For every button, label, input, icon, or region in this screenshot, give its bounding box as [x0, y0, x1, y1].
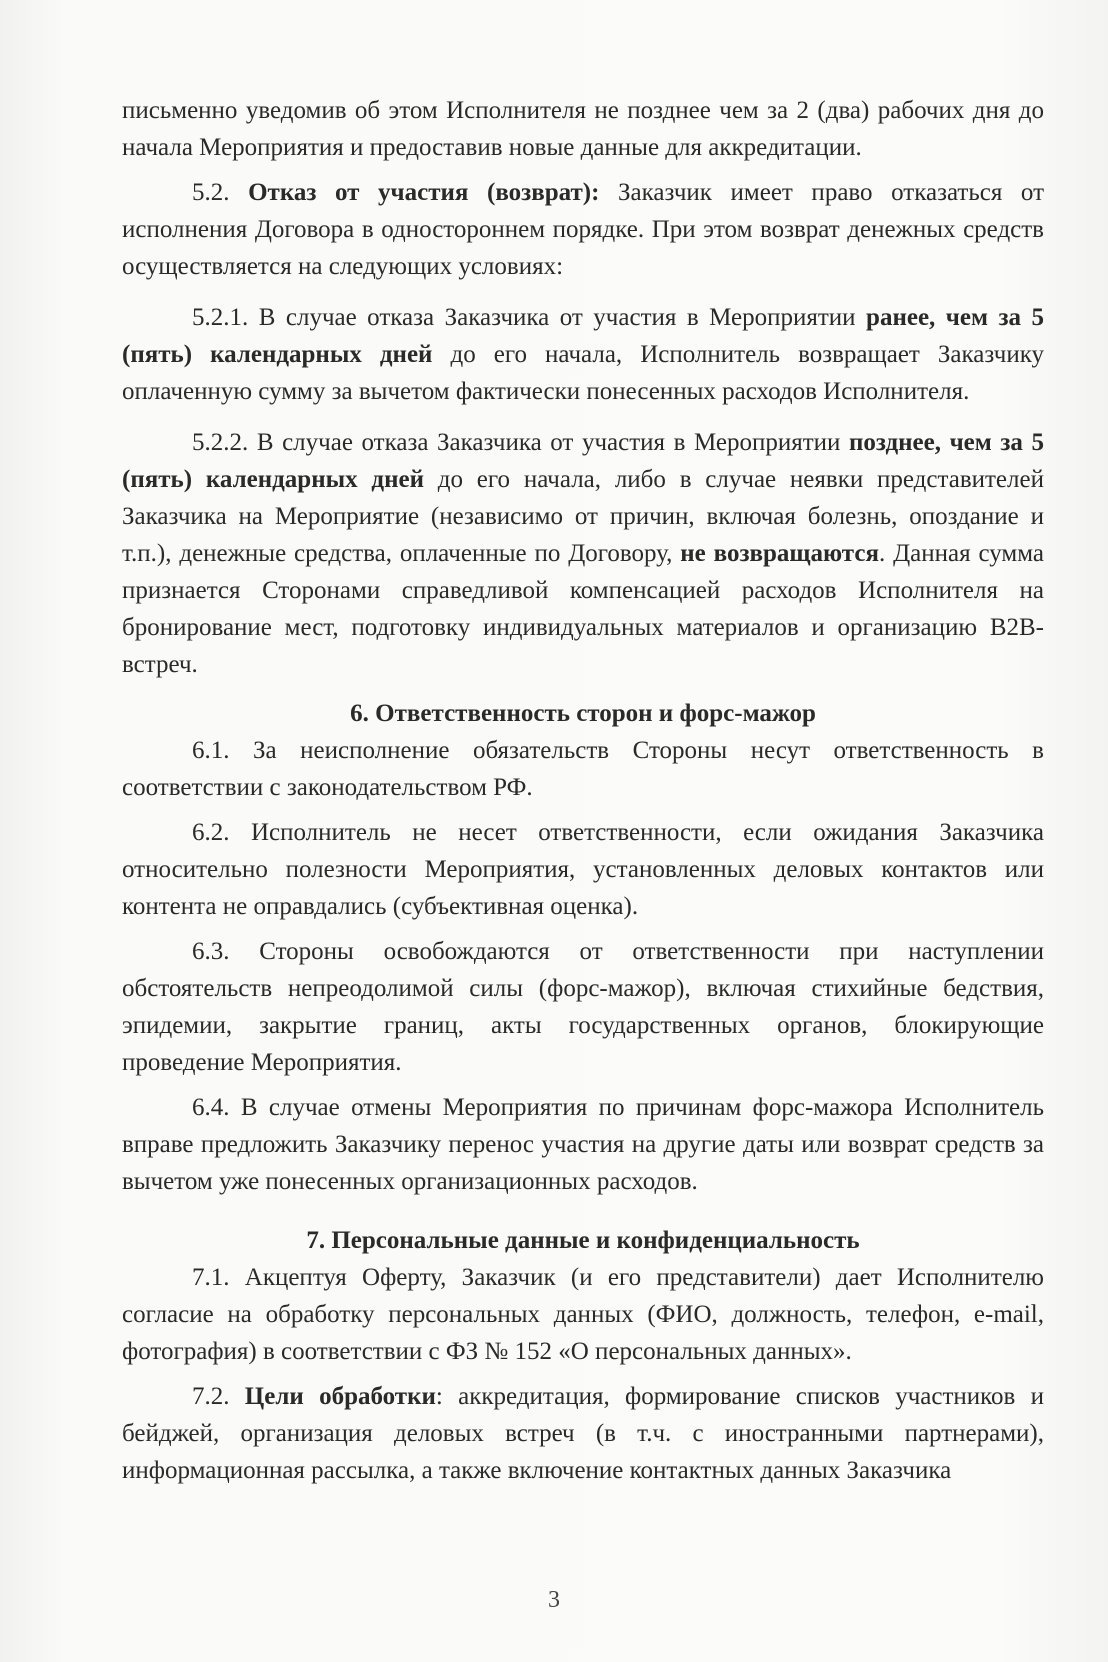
paragraph-7-1: 7.1. Акцептуя Оферту, Заказчик (и его представители) дает Исполнителю согласие на обработку персональных данных (ФИО, должность, телефон, e-mail, фотография) в соответствии с ФЗ № 152 «О персональных данных». — [122, 1264, 1044, 1365]
paragraph-6-3: 6.3. Стороны освобождаются от ответственности при наступлении обстоятельств непреодолимой силы (форс-мажор), включая стихийные бедствия, эпидемии, закрытие границ, акты государственных органов, блокирующие проведение Мероприятия. — [122, 938, 1044, 1076]
clause-text: 5.2.2. В случае отказа Заказчика от участия в Мероприятии — [192, 429, 849, 456]
paragraph-6-2: 6.2. Исполнитель не несет ответственности, если ожидания Заказчика относительно полезности Мероприятия, установленных деловых контактов или контента не оправдались (субъективная оценка). — [122, 819, 1044, 920]
clause-bold-text: не возвращаются — [680, 540, 880, 567]
clause-text: Заказчик имеет право отказаться от исполнения Договора в одностороннем порядке. При этом возврат денежных средств осуществляется на следующих условиях: — [122, 179, 1045, 280]
clause-text: : аккредитация, формирование списков участников и бейджей, организация деловых встреч (в т.ч. с иностранными партнерами), информационная рассылка, а также включение контактных данных Заказчика — [122, 1383, 1044, 1484]
clause-text: до его начала, либо в случае неявки представителей Заказчика на Мероприятие (независимо от причин, включая болезнь, опоздание и т.п.), денежные средства, оплаченные по Договору, — [122, 466, 1044, 567]
clause-number: 5.2. — [192, 179, 249, 206]
paragraph-5-2 — [122, 174, 1044, 285]
paragraph-6-4: 6.4. В случае отмены Мероприятия по причинам форс-мажора Исполнитель вправе предложить Заказчику перенос участия на другие даты или возврат средств за вычетом уже понесенных организационных расходов. — [122, 1094, 1044, 1195]
document-body — [122, 92, 1044, 1489]
clause-text: 5.2.1. В случае отказа Заказчика от участия в Мероприятии — [192, 304, 867, 331]
clause-bold-text: ранее, чем за 5 (пять) календарных дней — [122, 304, 1044, 368]
clause-text: . Данная сумма признается Сторонами справедливой компенсацией расходов Исполнителя на бронирование мест, подготовку индивидуальных материалов и организацию B2B-встреч. — [122, 540, 1044, 678]
paragraph-7-2 — [122, 1378, 1044, 1489]
paragraph-5-2-2 — [122, 424, 1044, 683]
page-number: 3 — [548, 1587, 560, 1613]
clause-bold-title: Цели обработки — [244, 1383, 436, 1410]
section-6-heading: 6. Ответственность сторон и форс-мажор — [350, 700, 816, 727]
paragraph-5-2-1 — [122, 299, 1044, 410]
paragraph-6-1: 6.1. За неисполнение обязательств Стороны несут ответственность в соответствии с законодательством РФ. — [122, 737, 1044, 801]
paragraph-5-1-continuation: письменно уведомив об этом Исполнителя не позднее чем за 2 (два) рабочих дня до начала Мероприятия и предоставив новые данные для аккредитации. — [122, 97, 1044, 161]
clause-bold-title: Отказ от участия (возврат): — [248, 179, 600, 206]
section-7-heading: 7. Персональные данные и конфиденциальность — [306, 1227, 860, 1254]
clause-number: 7.2. — [192, 1383, 245, 1410]
clause-text: до его начала, Исполнитель возвращает Заказчику оплаченную сумму за вычетом фактически понесенных расходов Исполнителя. — [122, 341, 1044, 405]
clause-bold-text: позднее, чем за 5 (пять) календарных дней — [122, 429, 1045, 493]
